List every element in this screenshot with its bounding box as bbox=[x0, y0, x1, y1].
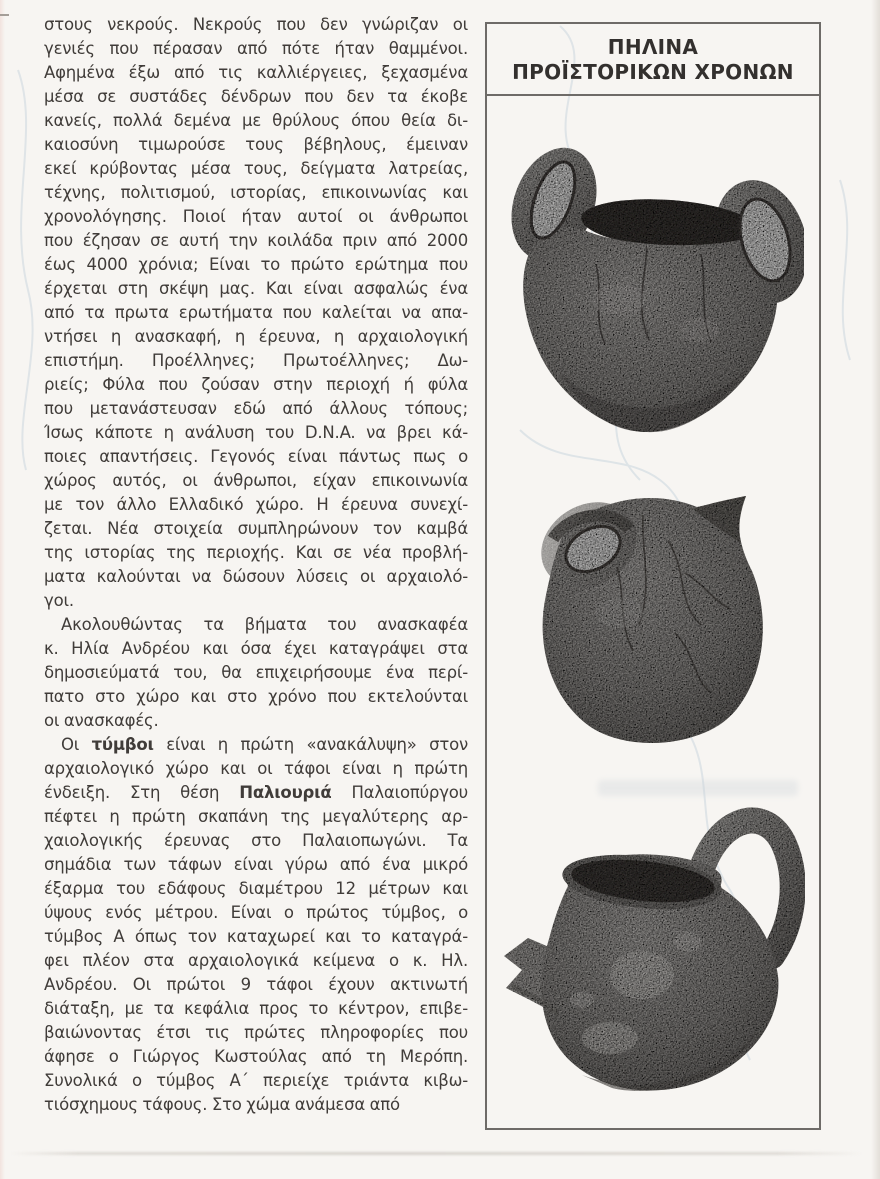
text-line: Ανδρέου. Οι πρώτοι 9 τάφοι έχουν ακτινωτή bbox=[44, 975, 468, 994]
text-line: ριείς; Φύλα που ζούσαν στην περιοχή ή φύλα bbox=[44, 375, 468, 394]
figure-box-title-line2: ΠΡΟΪΣΤΟΡΙΚΩΝ ΧΡΟΝΩΝ bbox=[512, 60, 794, 84]
text-line: μέσα σε συστάδες δένδρων που δεν τα έκοβε bbox=[44, 87, 468, 106]
text-line: Ίσως κάποτε η ανάλυση του D.N.A. να βρει κά- bbox=[44, 423, 468, 442]
photo-clay-cup-high-strap-handle bbox=[492, 790, 805, 1105]
figure-box bbox=[485, 22, 821, 1130]
text-line: Συνολικά ο τύμβος Α΄ περιείχε τριάντα κιβω- bbox=[44, 1071, 468, 1090]
clay-cup-illustration bbox=[492, 790, 805, 1105]
text-line: γενιές που πέρασαν από πότε ήταν θαμμένοι. bbox=[44, 39, 468, 58]
text-line: χρονολόγησης. Ποιοί ήταν αυτοί οι άνθρωποι bbox=[44, 207, 468, 226]
text-line: της ιστορίας της περιοχής. Και σε νέα προβλή- bbox=[44, 543, 468, 562]
text-line: βαιώνοντας έτσι τις πρώτες πληροφορίες που bbox=[44, 1023, 468, 1042]
text-line: ζεται. Νέα στοιχεία συμπληρώνουν τον καμβά bbox=[44, 519, 468, 538]
article bbox=[44, 13, 468, 1117]
text-line: εκεί κρύβοντας μέσα τους, δείγματα λατρείας, bbox=[44, 159, 468, 178]
text-line: άφησε ο Γιώργος Κωστούλας από τη Μερόπη. bbox=[44, 1047, 468, 1066]
figure-box-photos bbox=[487, 96, 819, 1126]
text-line: σημάδια των τάφων είναι γύρω από ένα μικρό bbox=[44, 855, 468, 874]
text-line: επιστήμη. Προέλληνες; Πρωτοέλληνες; Δω- bbox=[44, 351, 468, 370]
photo-clay-jug-with-beak-spout bbox=[525, 483, 775, 755]
text-line: με τον άλλο Ελλαδικό χώρο. Η έρευνα συνεχί- bbox=[44, 495, 468, 514]
figure-box-title-line1: ΠΗΛΙΝΑ bbox=[607, 35, 699, 59]
article-paragraph bbox=[44, 733, 468, 1117]
text-line: τέχνης, πολιτισμού, ιστορίας, επικοινωνίας και bbox=[44, 183, 468, 202]
text-line: φει πλέον στα αρχαιολογικά κείμενα ο κ. Ηλ. bbox=[44, 951, 468, 970]
text-line: κανείς, πολλά δεμένα με θρύλους όπου θεία δι- bbox=[44, 111, 468, 130]
article-paragraph bbox=[44, 613, 468, 733]
bold-term: τύμβοι bbox=[91, 735, 154, 754]
text-line: καιοσύνη τιμωρούσε τους βέβηλους, έμειναν bbox=[44, 135, 468, 154]
text-line: γοι. bbox=[44, 591, 74, 610]
text-line: που μετανάστευσαν εδώ από άλλους τόπους; bbox=[44, 399, 468, 418]
figure-box-title bbox=[487, 24, 819, 96]
text-line: Ακολουθώντας τα βήματα του ανασκαφέα bbox=[61, 615, 468, 634]
bold-term: Παλιουριά bbox=[239, 783, 332, 802]
scan-mark-top-left bbox=[0, 14, 9, 16]
clay-kantharos-illustration bbox=[499, 140, 804, 445]
page-right-edge-shade bbox=[871, 0, 880, 1179]
text-line: στους νεκρούς. Νεκρούς που δεν γνώριζαν οι bbox=[44, 15, 468, 34]
text-line: πέφτει η πρώτη σκαπάνη της μεγαλύτερης αρ- bbox=[44, 807, 468, 826]
photo-clay-kantharos-two-ring-handles bbox=[499, 140, 804, 445]
text-line: πατο στο χώρο και στο χρόνο που εκτελούνται bbox=[44, 687, 468, 706]
text-line: έξαρμα του εδάφους διαμέτρου 12 μέτρων και bbox=[44, 879, 468, 898]
text-line: οι ανασκαφές. bbox=[44, 711, 159, 730]
text-line: που έζησαν σε αυτή την κοιλάδα πριν από 2000 bbox=[44, 231, 468, 250]
text-line: ποιες απαντήσεις. Γεγονός είναι πάντως πως ο bbox=[44, 447, 468, 466]
text-line: χαιολογικής έρευνας στο Παλαιοπωγώνι. Τα bbox=[44, 831, 468, 850]
text-line: χώρος αυτός, οι άνθρωποι, είχαν επικοινωνία bbox=[44, 471, 468, 490]
text-line: έως 4000 χρόνια; Είναι το πρώτο ερώτημα που bbox=[44, 255, 468, 274]
text-line: ματα καλούνται να δώσουν λύσεις οι αρχαιολό- bbox=[44, 567, 468, 586]
page-left-edge-tint bbox=[0, 0, 5, 1179]
scan-smudge-line bbox=[10, 1152, 862, 1155]
text-line: Αφημένα έξω από τις καλλιέργειες, ξεχασμένα bbox=[44, 63, 468, 82]
text-line: ύψους ενός μέτρου. Είναι ο πρώτος τύμβος, ο bbox=[44, 903, 468, 922]
text-line: ένδειξη. Στη θέση Παλιουριά Παλαιοπύργου bbox=[44, 783, 468, 802]
text-line: αρχαιολογικό χώρο και οι τάφοι είναι η πρώτη bbox=[44, 759, 468, 778]
text-line: από τα πρωτα ερωτήματα που καλείται να απα- bbox=[44, 303, 468, 322]
text-line: τιόσχημους τάφους. Στο χώμα ανάμεσα από bbox=[44, 1095, 400, 1114]
text-line: δημοσιεύματά του, θα επιχειρήσουμε ένα περί- bbox=[44, 663, 468, 682]
text-line: τύμβος Α όπως τον καταχωρεί και το καταγρά- bbox=[44, 927, 468, 946]
article-paragraph bbox=[44, 13, 468, 613]
text-line: έρχεται στη σκέψη μας. Και είναι ασφαλώς ένα bbox=[44, 279, 468, 298]
text-line: κ. Ηλία Ανδρέου και όσα έχει καταγράψει στα bbox=[44, 639, 468, 658]
clay-jug-illustration bbox=[525, 483, 775, 755]
text-line: Οι τύμβοι είναι η πρώτη «ανακάλυψη» στον bbox=[61, 735, 468, 754]
text-line: ντήσει η ανασκαφή, η έρευνα, η αρχαιολογική bbox=[44, 327, 468, 346]
text-line: διάταξη, με τα κεφάλια προς το κέντρον, επιβε- bbox=[44, 999, 468, 1018]
